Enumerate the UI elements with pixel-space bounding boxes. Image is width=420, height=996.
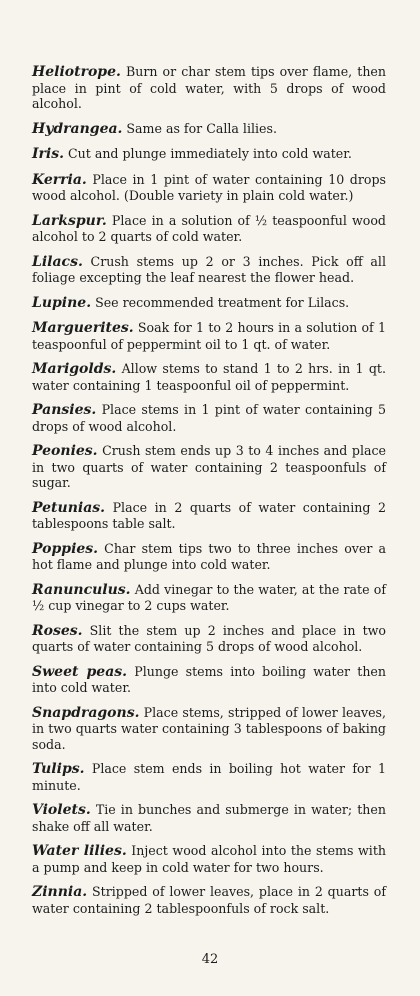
entry-text: Char stem tips two to three inches over a hot flame and plunge into cold water. (32, 540, 386, 572)
entry-text: Burn or char stem tips over flame, then place in pint of cold water, with 5 drops of wood alcohol. (32, 64, 386, 111)
entry-term: Lupine. (32, 294, 92, 311)
entry-text: Plunge stems into boiling water then into cold water. (32, 663, 386, 695)
entry-larkspur (32, 213, 386, 245)
entry-term: Sweet peas. (32, 663, 128, 680)
entry-roses (32, 623, 386, 655)
entry-peonies (32, 443, 386, 491)
entry-text: Crush stems up 2 or 3 inches. Pick off all foliage excepting the leaf nearest the flower head. (32, 253, 386, 285)
entry-text: Place in 1 pint of water containing 10 drops wood alcohol. (Double variety in plain cold water.) (32, 171, 386, 203)
entry-term: Pansies. (32, 402, 97, 418)
entry-text: Place stems, stripped of lower leaves, in two quarts water containing 3 tablespoons of baking soda. (32, 704, 386, 752)
entry-term: Kerria. (32, 171, 87, 188)
entry-term: Violets. (32, 802, 91, 818)
entry-kerria (32, 172, 386, 204)
entry-term: Larkspur. (32, 212, 107, 229)
entry-ranunculus (32, 582, 386, 614)
entry-poppies (32, 541, 386, 573)
entry-term: Snapdragons. (32, 704, 140, 721)
entry-heliotrope (32, 64, 386, 112)
entry-iris (32, 146, 386, 163)
entry-text: Allow stems to stand 1 to 2 hrs. in 1 qt. water containing 1 teaspoonful oil of peppermint. (32, 361, 386, 393)
entry-pansies (32, 402, 386, 434)
entry-lilacs (32, 254, 386, 286)
page-number: 42 (201, 952, 219, 967)
page-body (32, 64, 386, 925)
entry-text: Crush stem ends up 3 to 4 inches and place in two quarts of water containing 2 teaspoonfuls of sugar. (32, 443, 386, 490)
entry-tulips (32, 761, 386, 793)
entry-text: Place in a solution of ½ teaspoonful wood alcohol to 2 quarts of cold water. (32, 212, 386, 244)
entry-text: Place stem ends in boiling hot water for 1 minute. (32, 761, 386, 793)
entry-term: Heliotrope. (32, 64, 121, 80)
entry-hydrangea (32, 121, 386, 138)
entry-term: Water lilies. (32, 843, 127, 859)
entry-water-lilies (32, 843, 386, 875)
entry-text: Cut and plunge immediately into cold water. (64, 146, 352, 161)
entry-petunias (32, 500, 386, 532)
entry-term: Ranunculus. (32, 581, 131, 598)
entry-term: Roses. (32, 622, 83, 639)
entry-term: Marigolds. (32, 361, 117, 377)
entry-text: Tie in bunches and submerge in water; then shake off all water. (32, 802, 386, 834)
entry-marguerites (32, 320, 386, 352)
entry-violets (32, 802, 386, 834)
entry-term: Marguerites. (32, 320, 134, 336)
entry-lupine (32, 295, 386, 312)
entry-term: Poppies. (32, 540, 99, 557)
entry-term: Petunias. (32, 499, 106, 516)
entry-term: Tulips. (32, 761, 85, 777)
entry-term: Iris. (32, 146, 64, 162)
entry-snapdragons (32, 705, 386, 753)
entry-text: Place stems in 1 pint of water containing 5 drops of wood alcohol. (32, 402, 386, 434)
entry-marigolds (32, 361, 386, 393)
entry-sweet-peas (32, 664, 386, 696)
entry-term: Peonies. (32, 443, 98, 459)
entry-text: Soak for 1 to 2 hours in a solution of 1 teaspoonful of peppermint oil to 1 qt. of water. (32, 320, 386, 352)
entry-text: Slit the stem up 2 inches and place in two quarts of water containing 5 drops of wood alcohol. (32, 622, 386, 654)
entry-term: Lilacs. (32, 253, 83, 270)
entry-text: Inject wood alcohol into the stems with a pump and keep in cold water for two hours. (32, 843, 386, 875)
entry-text: Place in 2 quarts of water containing 2 tablespoons table salt. (32, 499, 386, 531)
entry-term: Zinnia. (32, 884, 88, 900)
entry-text: Add vinegar to the water, at the rate of ½ cup vinegar to 2 cups water. (32, 581, 386, 613)
entry-text: Stripped of lower leaves, place in 2 quarts of water containing 2 tablespoonfuls of rock salt. (32, 884, 386, 916)
entry-text: Same as for Calla lilies. (122, 120, 277, 136)
entry-zinnia (32, 884, 386, 916)
entry-text: See recommended treatment for Lilacs. (91, 294, 350, 310)
entry-term: Hydrangea. (32, 120, 123, 137)
